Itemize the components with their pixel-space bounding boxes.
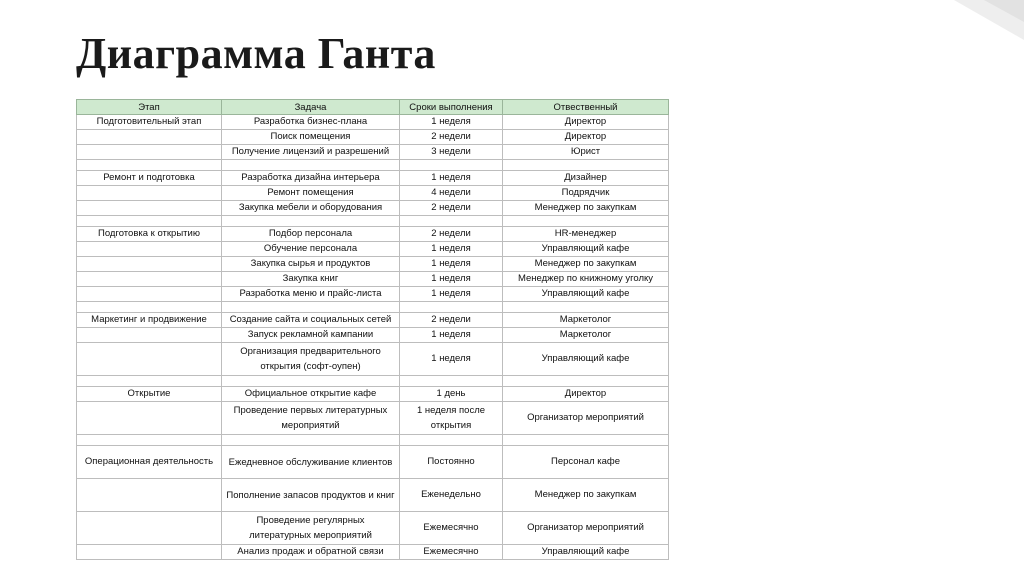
table-row xyxy=(77,545,669,560)
cell-term: Постоянно xyxy=(400,446,503,479)
cell-responsible: Управляющий кафе xyxy=(503,343,669,376)
cell-stage: Подготовительный этап xyxy=(77,115,222,130)
cell-task: Ежедневное обслуживание клиентов xyxy=(222,446,400,479)
cell-stage xyxy=(77,201,222,216)
cell-stage xyxy=(77,186,222,201)
spacer-row xyxy=(77,160,669,171)
cell-task: Проведение регулярных литературных мероприятий xyxy=(222,512,400,545)
cell-responsible: Маркетолог xyxy=(503,313,669,328)
cell-term: Еженедельно xyxy=(400,479,503,512)
cell-responsible: Директор xyxy=(503,387,669,402)
cell-task: Поиск помещения xyxy=(222,130,400,145)
corner-decoration xyxy=(914,0,1024,40)
cell-term: 3 недели xyxy=(400,145,503,160)
cell-task: Закупка сырья и продуктов xyxy=(222,257,400,272)
cell-responsible: Директор xyxy=(503,130,669,145)
cell-responsible: Подрядчик xyxy=(503,186,669,201)
table-row xyxy=(77,287,669,302)
table-row xyxy=(77,446,669,479)
header-stage: Этап xyxy=(77,100,222,115)
cell-stage xyxy=(77,328,222,343)
cell-stage xyxy=(77,145,222,160)
cell-term: 1 неделя xyxy=(400,272,503,287)
cell-term: 2 недели xyxy=(400,201,503,216)
table-row xyxy=(77,242,669,257)
cell-stage: Операционная деятельность xyxy=(77,446,222,479)
cell-stage xyxy=(77,287,222,302)
table-row xyxy=(77,130,669,145)
cell-task: Запуск рекламной кампании xyxy=(222,328,400,343)
spacer-row xyxy=(77,435,669,446)
cell-term: 1 неделя xyxy=(400,328,503,343)
table-row xyxy=(77,343,669,376)
cell-task: Официальное открытие кафе xyxy=(222,387,400,402)
cell-stage xyxy=(77,402,222,435)
cell-term: 2 недели xyxy=(400,313,503,328)
table-row xyxy=(77,145,669,160)
cell-responsible: Маркетолог xyxy=(503,328,669,343)
table-row xyxy=(77,387,669,402)
cell-task: Закупка мебели и оборудования xyxy=(222,201,400,216)
cell-term: 4 недели xyxy=(400,186,503,201)
table-header-row xyxy=(77,100,669,115)
table-row xyxy=(77,115,669,130)
table-row xyxy=(77,328,669,343)
cell-task: Разработка меню и прайс-листа xyxy=(222,287,400,302)
cell-term: 1 неделя после открытия xyxy=(400,402,503,435)
cell-stage xyxy=(77,242,222,257)
cell-stage xyxy=(77,512,222,545)
cell-term: 1 неделя xyxy=(400,343,503,376)
cell-task: Закупка книг xyxy=(222,272,400,287)
cell-stage: Подготовка к открытию xyxy=(77,227,222,242)
table-row xyxy=(77,402,669,435)
table-row xyxy=(77,512,669,545)
header-responsible: Отвественный xyxy=(503,100,669,115)
cell-task: Анализ продаж и обратной связи xyxy=(222,545,400,560)
cell-stage xyxy=(77,479,222,512)
cell-stage xyxy=(77,545,222,560)
cell-stage: Маркетинг и продвижение xyxy=(77,313,222,328)
cell-task: Разработка дизайна интерьера xyxy=(222,171,400,186)
cell-responsible: Менеджер по закупкам xyxy=(503,201,669,216)
cell-stage xyxy=(77,130,222,145)
cell-responsible: Персонал кафе xyxy=(503,446,669,479)
cell-responsible: Организатор мероприятий xyxy=(503,512,669,545)
cell-responsible: Дизайнер xyxy=(503,171,669,186)
gantt-table xyxy=(76,99,669,560)
cell-term: 1 неделя xyxy=(400,115,503,130)
cell-task: Разработка бизнес-плана xyxy=(222,115,400,130)
cell-term: Ежемесячно xyxy=(400,545,503,560)
cell-stage xyxy=(77,257,222,272)
cell-responsible: Управляющий кафе xyxy=(503,242,669,257)
cell-term: 1 неделя xyxy=(400,171,503,186)
cell-stage: Открытие xyxy=(77,387,222,402)
table-row xyxy=(77,272,669,287)
cell-responsible: Директор xyxy=(503,115,669,130)
table-row xyxy=(77,186,669,201)
cell-term: Ежемесячно xyxy=(400,512,503,545)
header-term: Сроки выполнения xyxy=(400,100,503,115)
slide-title: Диаграмма Ганта xyxy=(76,29,436,78)
cell-responsible: Юрист xyxy=(503,145,669,160)
cell-task: Организация предварительного открытия (софт-оупен) xyxy=(222,343,400,376)
cell-task: Подбор персонала xyxy=(222,227,400,242)
cell-task: Обучение персонала xyxy=(222,242,400,257)
cell-task: Создание сайта и социальных сетей xyxy=(222,313,400,328)
cell-task: Проведение первых литературных мероприятий xyxy=(222,402,400,435)
spacer-row xyxy=(77,302,669,313)
table-row xyxy=(77,171,669,186)
cell-stage: Ремонт и подготовка xyxy=(77,171,222,186)
cell-task: Ремонт помещения xyxy=(222,186,400,201)
cell-term: 1 день xyxy=(400,387,503,402)
cell-term: 1 неделя xyxy=(400,257,503,272)
cell-stage xyxy=(77,343,222,376)
cell-responsible: Менеджер по закупкам xyxy=(503,479,669,512)
header-task: Задача xyxy=(222,100,400,115)
cell-term: 1 неделя xyxy=(400,287,503,302)
table-row xyxy=(77,313,669,328)
cell-task: Пополнение запасов продуктов и книг xyxy=(222,479,400,512)
table-row xyxy=(77,257,669,272)
table-row xyxy=(77,227,669,242)
cell-responsible: Организатор мероприятий xyxy=(503,402,669,435)
cell-responsible: Управляющий кафе xyxy=(503,287,669,302)
cell-responsible: Менеджер по книжному уголку xyxy=(503,272,669,287)
cell-stage xyxy=(77,272,222,287)
cell-term: 1 неделя xyxy=(400,242,503,257)
cell-responsible: Менеджер по закупкам xyxy=(503,257,669,272)
spacer-row xyxy=(77,216,669,227)
cell-responsible: HR-менеджер xyxy=(503,227,669,242)
spacer-row xyxy=(77,376,669,387)
cell-term: 2 недели xyxy=(400,130,503,145)
gantt-table-wrapper xyxy=(76,99,669,560)
cell-responsible: Управляющий кафе xyxy=(503,545,669,560)
cell-term: 2 недели xyxy=(400,227,503,242)
table-row xyxy=(77,201,669,216)
cell-task: Получение лицензий и разрешений xyxy=(222,145,400,160)
table-row xyxy=(77,479,669,512)
